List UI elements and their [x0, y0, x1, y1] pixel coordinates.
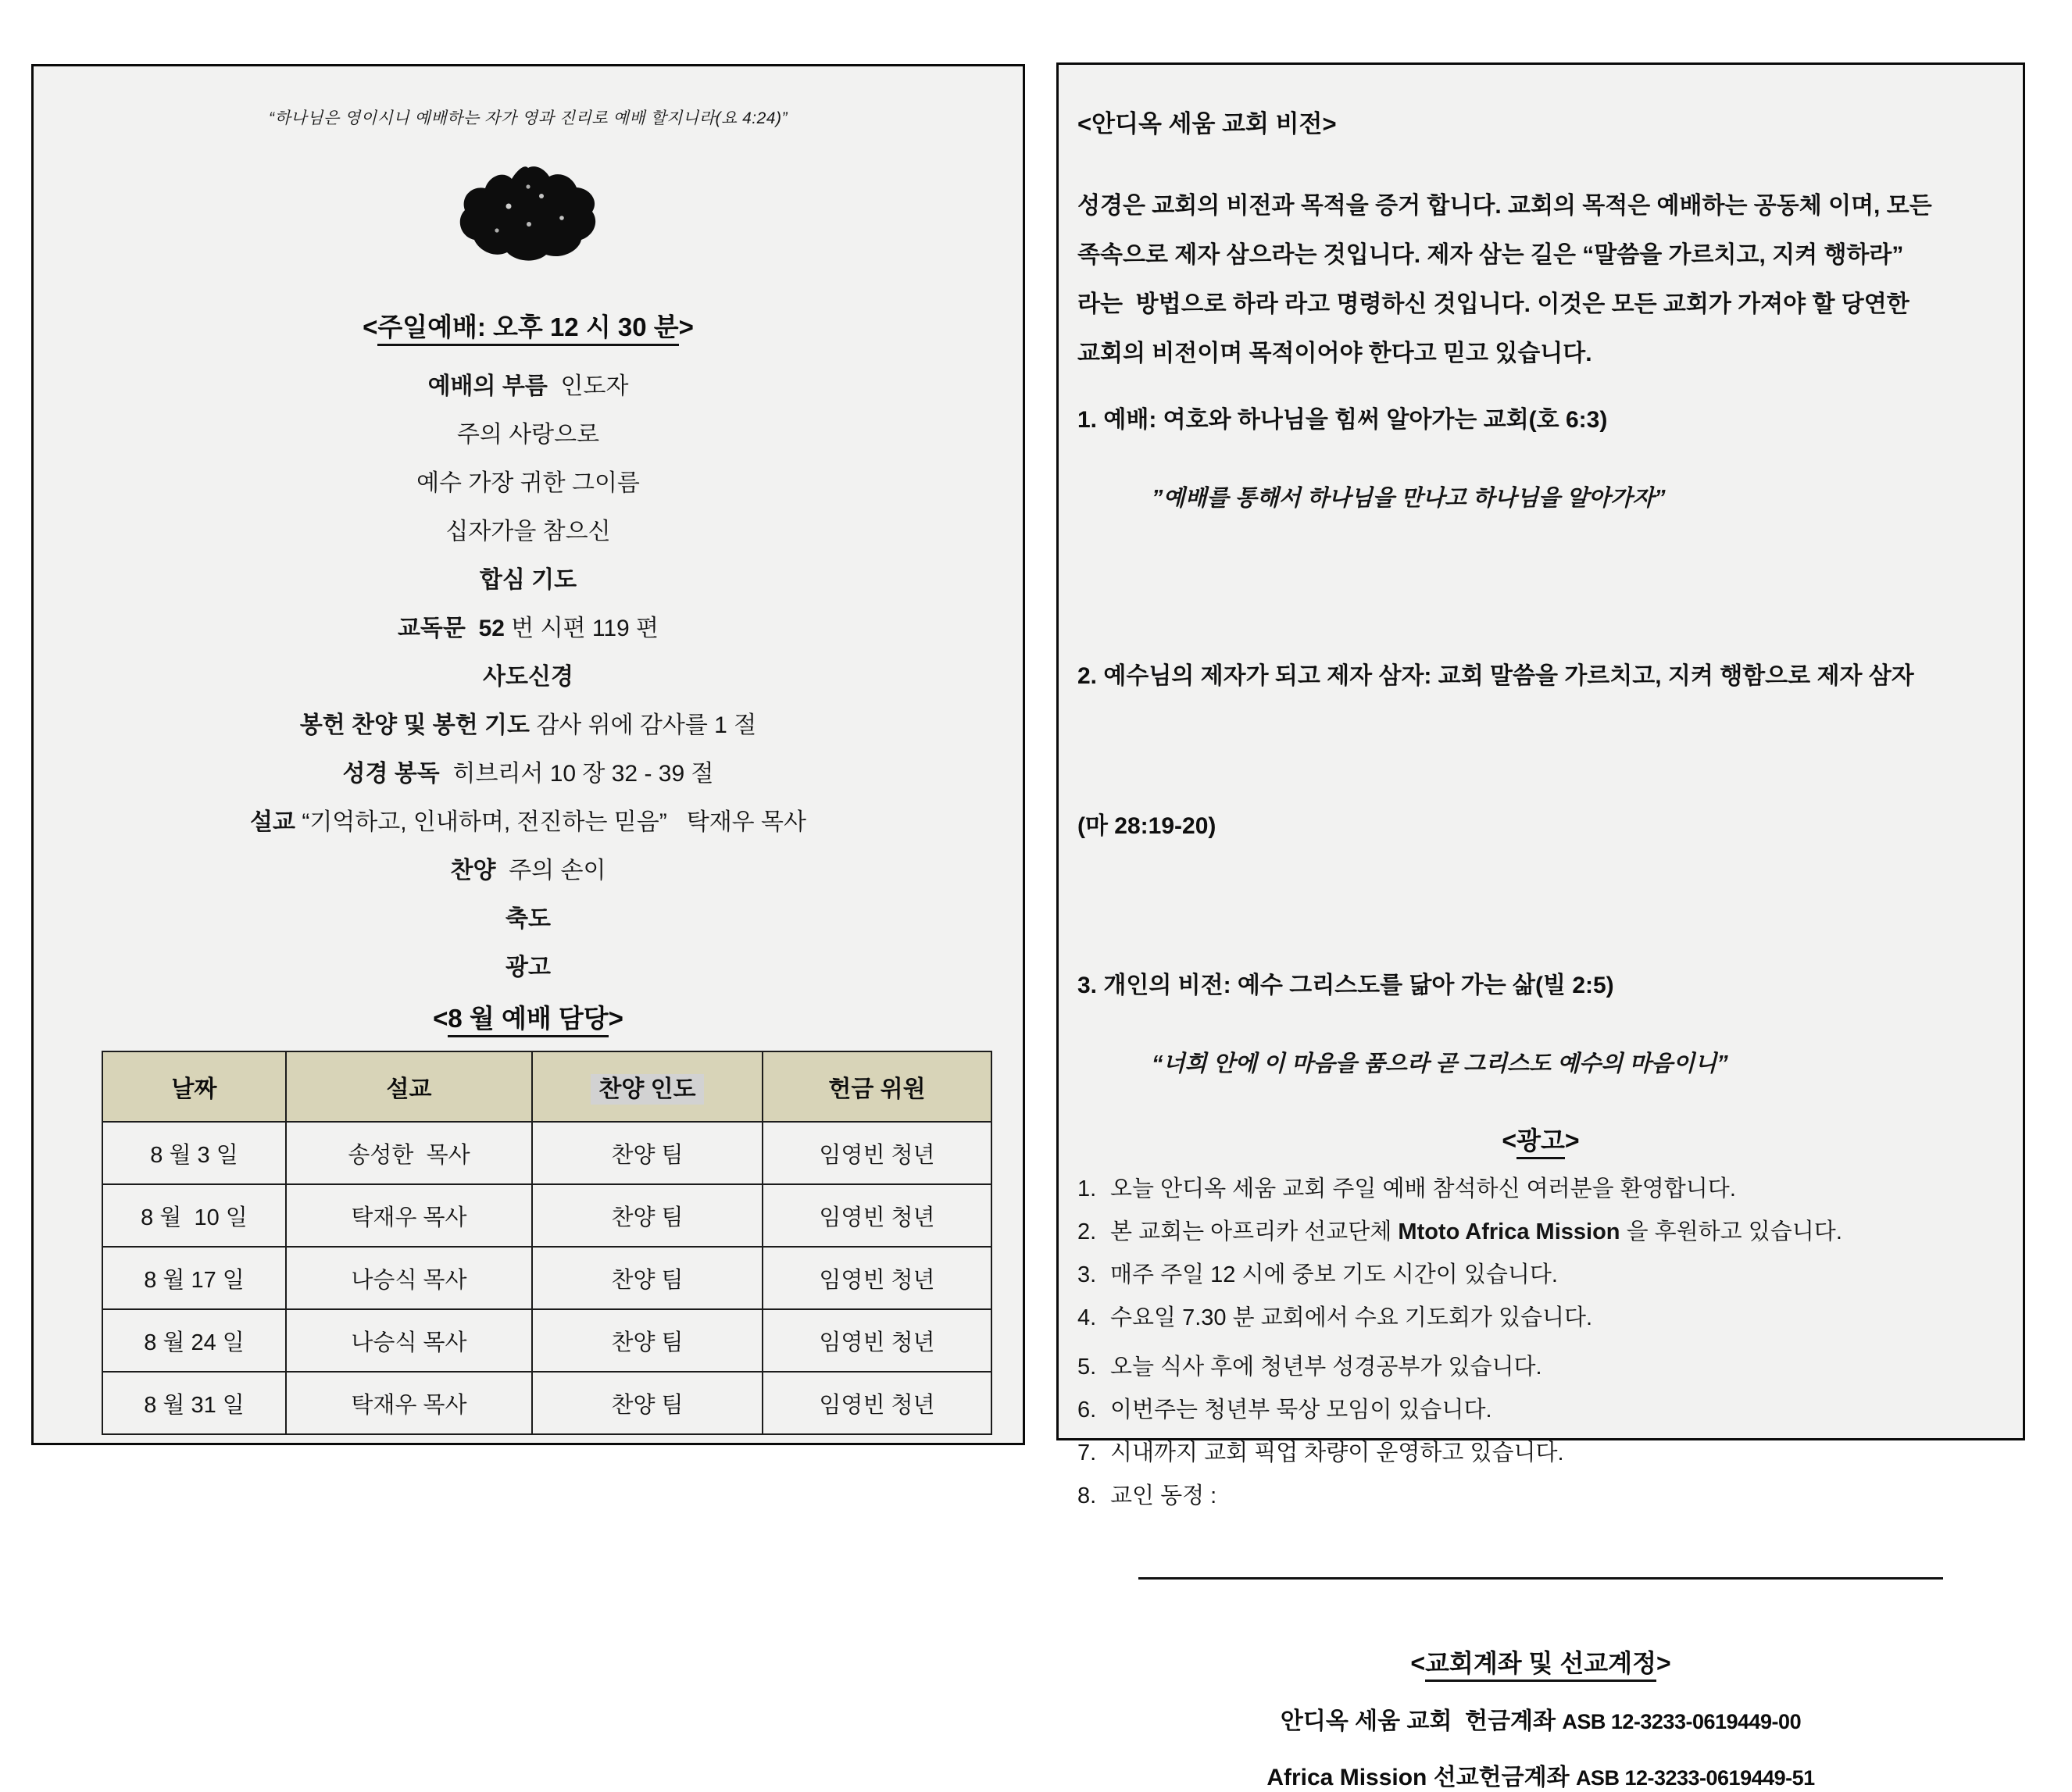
cell-sermon: 송성한 목사 [286, 1122, 532, 1184]
worship-item-sermon: 설교 “기억하고, 인내하며, 전진하는 믿음” 탁재우 목사 [250, 809, 806, 835]
member-news-writein-line [1138, 1577, 1943, 1580]
announcement-item-6: 6. 이번주는 청년부 묵상 모임이 있습니다. [1077, 1398, 1492, 1423]
worship-item-hymn3: 십자가을 참으신 [445, 519, 611, 544]
announcement-item-3: 3. 매주 주일 12 시에 중보 기도 시간이 있습니다. [1077, 1262, 1558, 1287]
schedule-table-header [102, 1051, 991, 1122]
bracket-open: < [363, 312, 378, 341]
col-header-date: 날짜 [102, 1051, 286, 1122]
col-header-sermon: 설교 [286, 1051, 532, 1122]
vision-heading: <안디옥 세움 교회 비전> [1077, 110, 1337, 137]
scripture-quote: “하나님은 영이시니 예배하는 자가 영과 진리로 예배 할지니라(요 4:24)” [269, 109, 788, 127]
vision-point-discipleship [1077, 552, 2004, 951]
announcements-heading [1077, 1121, 2004, 1157]
vision-paragraph-line: 성경은 교회의 비전과 목적을 증거 합니다. 교회의 목적은 예배하는 공동체 이며, 모든 [1077, 193, 1932, 219]
cell-date: 8 월 31 일 [102, 1372, 286, 1434]
accounts-heading-text: 교회계좌 및 선교계정 [1425, 1649, 1656, 1682]
worship-item-call: 예배의 부름 인도자 [427, 373, 629, 399]
worship-item-scripture-reading: 성경 봉독 히브리서 10 장 32 - 39 절 [342, 761, 714, 787]
table-row [102, 1372, 991, 1434]
left-page [31, 64, 1025, 1445]
cell-praise: 찬양 팀 [532, 1309, 763, 1372]
vision-point-worship: 1. 예배: 여호와 하나님을 힘써 알아가는 교회(호 6:3) [1077, 407, 1608, 433]
table-row [102, 1184, 991, 1247]
cell-sermon: 탁재우 목사 [286, 1372, 532, 1434]
announcements-text: 광고 [1516, 1126, 1565, 1159]
bracket-open: < [1502, 1126, 1517, 1155]
vision-point-personal-quote: “너희 안에 이 마음을 품으라 곧 그리스도 예수의 마음이니” [1152, 1051, 1728, 1076]
church-logo-image [454, 163, 602, 263]
cell-date: 8 월 3 일 [102, 1122, 286, 1184]
service-time-text: 주일예배: 오후 12 시 30 분 [377, 312, 678, 346]
august-schedule-table [102, 1051, 992, 1435]
cell-praise: 찬양 팀 [532, 1184, 763, 1247]
table-row [102, 1247, 991, 1309]
cell-praise: 찬양 팀 [532, 1247, 763, 1309]
cell-praise: 찬양 팀 [532, 1122, 763, 1184]
worship-order-list [34, 362, 1023, 992]
worship-item-hymn2: 예수 가장 귀한 그이름 [416, 470, 640, 496]
account-number: ASB 12-3233-0619449-51 [1575, 1766, 1815, 1790]
august-schedule-text: 8 월 예배 담당 [448, 1004, 608, 1037]
worship-item-praise: 찬양 주의 손이 [450, 858, 606, 884]
cell-date: 8 월 10 일 [102, 1184, 286, 1247]
august-schedule-heading [34, 998, 1023, 1035]
vision-paragraph-line: 라는 방법으로 하라 라고 명령하신 것입니다. 이것은 모든 교회가 가져야 할 당연한 [1077, 291, 1909, 317]
account-number: ASB 12-3233-0619449-00 [1562, 1710, 1802, 1733]
highlighted-header-text: 찬양 인도 [591, 1074, 703, 1105]
cell-offering: 임영빈 청년 [763, 1184, 991, 1247]
announcement-item-7: 7. 시내까지 교회 픽업 차량이 운영하고 있습니다. [1077, 1440, 1564, 1465]
right-page [1056, 62, 2025, 1790]
announcement-item-8: 8. 교인 동정 : [1077, 1483, 1217, 1508]
vision-point-worship-quote: ”예배를 통해서 하나님을 만나고 하나님을 알아가자” [1152, 486, 1666, 511]
table-row [102, 1309, 991, 1372]
announcements-list [1077, 1168, 2004, 1518]
cell-offering: 임영빈 청년 [763, 1372, 991, 1434]
cell-sermon: 나승식 목사 [286, 1309, 532, 1372]
bracket-open: < [433, 1004, 448, 1033]
bracket-close: > [678, 312, 694, 341]
cell-offering: 임영빈 청년 [763, 1309, 991, 1372]
announcement-item-5: 5. 오늘 식사 후에 청년부 성경공부가 있습니다. [1077, 1355, 1542, 1380]
service-time-heading [34, 307, 1023, 344]
vision-paragraph-line: 족속으로 제자 삼으라는 것입니다. 제자 삼는 길은 “말씀을 가르치고, 지켜 행하라” [1077, 242, 1904, 268]
schedule-table-body [102, 1122, 991, 1434]
mission-offering-account: Africa Mission 선교헌금계좌 ASB 12-3233-0619449-51 [1266, 1765, 1815, 1790]
announcement-item-2: 2. 본 교회는 아프리카 선교단체 Mtoto Africa Mission 을 후원하고 있습니다. [1077, 1219, 1842, 1244]
worship-item-apostles-creed: 사도신경 [483, 664, 573, 690]
bracket-open: < [1410, 1649, 1425, 1677]
vision-point-discipleship-line2: (마 28:19-20) [1077, 813, 1216, 839]
worship-item-prayer: 합심 기도 [479, 567, 577, 593]
cell-date: 8 월 17 일 [102, 1247, 286, 1309]
col-header-offering: 헌금 위원 [763, 1051, 991, 1122]
announcement-item-1: 1. 오늘 안디옥 세움 교회 주일 예배 참석하신 여러분을 환영합니다. [1077, 1176, 1736, 1201]
vision-point-personal: 3. 개인의 비전: 예수 그리스도를 닮아 가는 삶(빌 2:5) [1077, 973, 1614, 998]
cell-sermon: 나승식 목사 [286, 1247, 532, 1309]
vision-paragraph [1077, 181, 2004, 378]
church-offering-account: 안디옥 세움 교회 헌금계좌 ASB 12-3233-0619449-00 [1280, 1708, 1802, 1734]
worship-item-offering: 봉헌 찬양 및 봉헌 기도 감사 위에 감사를 1 절 [299, 712, 757, 738]
cell-sermon: 탁재우 목사 [286, 1184, 532, 1247]
col-header-praise-lead [532, 1051, 763, 1122]
accounts-heading [1077, 1644, 2004, 1680]
worship-item-responsive-reading: 교독문 52 번 시편 119 편 [397, 616, 659, 641]
worship-item-announcement: 광고 [505, 955, 551, 980]
announcement-item-4: 4. 수요일 7.30 분 교회에서 수요 기도회가 있습니다. [1077, 1305, 1593, 1330]
bracket-close: > [1656, 1649, 1671, 1677]
cell-offering: 임영빈 청년 [763, 1247, 991, 1309]
vision-paragraph-line: 교회의 비전이며 목적이어야 한다고 믿고 있습니다. [1077, 341, 1592, 366]
table-row [102, 1122, 991, 1184]
cell-date: 8 월 24 일 [102, 1309, 286, 1372]
worship-item-benediction: 축도 [505, 906, 551, 932]
bracket-close: > [608, 1004, 623, 1033]
cell-praise: 찬양 팀 [532, 1372, 763, 1434]
vision-point-discipleship-line1: 2. 예수님의 제자가 되고 제자 삼자: 교회 말씀을 가르치고, 지켜 행함으로 제자 삼자 [1077, 663, 1914, 689]
table-header-row [102, 1051, 991, 1122]
worship-item-hymn1: 주의 사랑으로 [456, 422, 600, 448]
bracket-close: > [1564, 1126, 1580, 1155]
logo-blob-icon [454, 163, 602, 263]
cell-offering: 임영빈 청년 [763, 1122, 991, 1184]
